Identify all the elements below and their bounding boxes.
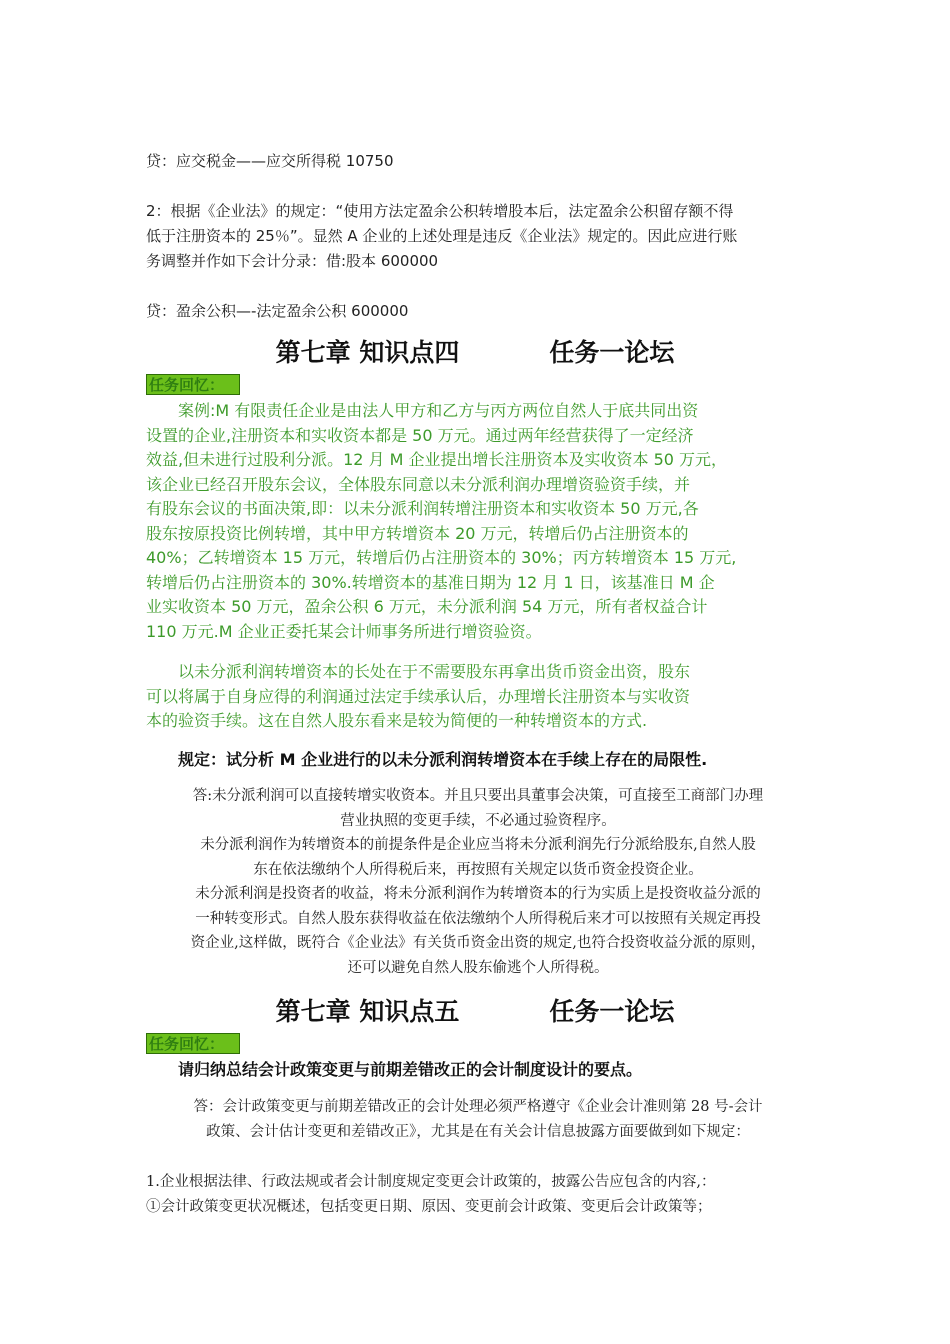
answer-line: 资企业,这样做，既符合《企业法》有关货币资金出资的规定,也符合投资收益分派的原则， [190,935,766,951]
answer-line: 未分派利润作为转增资本的前提条件是企业应当将未分派利润先行分派给股东,自然人股 [200,837,756,853]
heading-chapter: 第七章 知识点四 [275,338,460,367]
heading-chapter: 第七章 知识点五 [275,997,460,1026]
answer-line: 答：会计政策变更与前期差错改正的会计处理必须严格遵守《企业会计准则第 28 号-会计 [193,1099,763,1115]
case-line: 效益,但未进行过股利分派。12 月 M 企业提出增长注册资本及实收资本 50 万元， [146,450,728,469]
question-text: 规定：试分析 M 企业进行的以未分派利润转增资本在手续上存在的局限性. [178,750,708,769]
case-line: 该企业已经召开股东会议，全体股东同意以未分派利润办理增资验资手续，并 [146,474,691,494]
paragraph-2-line: 务调整并作如下会计分录：借:股本 600000 [146,252,439,270]
advantage-line: 以未分派利润转增资本的长处在于不需要股东再拿出货币资金出资，股东 [178,662,691,681]
section-heading [0,333,950,369]
answer-line: 营业执照的变更手续，不必通过验资程序。 [340,812,616,829]
answer-line: 未分派利润是投资者的收益，将未分派利润作为转增资本的行为实质上是投资收益分派的 [195,886,761,902]
answer-line: 答:未分派利润可以直接转增实收资本。并且只要出具董事会决策，可直接至工商部门办理 [192,788,764,804]
heading-forum: 任务一论坛 [549,997,675,1026]
advantage-line: 本的验资手续。这在自然人股东看来是较为简便的一种转增资本的方式. [146,711,648,730]
case-line: 110 万元.M 企业正委托某会计师事务所进行增资验资。 [146,621,542,641]
task-recall-tag: 任务回忆： [146,374,240,395]
paragraph-2-line: 低于注册资本的 25％”。显然 A 企业的上述处理是违反《企业法》规定的。因此应进行账 [146,227,738,245]
case-line: 设置的企业,注册资本和实收资本都是 50 万元。通过两年经营获得了一定经济 [146,425,694,445]
answer-paragraph [146,784,810,980]
answer-line: 一种转变形式。自然人股东获得收益在依法缴纳个人所得税后来才可以按照有关规定再投 [195,910,761,927]
paragraph-2-line: 2：根据《企业法》的规定：“使用方法定盈余公积转增股本后，法定盈余公积留存额不得 [146,202,734,220]
paragraph-2 [146,199,816,274]
point-1-sub: ①会计政策变更状况概述，包括变更日期、原因、变更前会计政策、变更后会计政策等； [146,1199,712,1215]
policy-points [146,1170,810,1220]
answer-line: 还可以避免自然人股东偷逃个人所得税。 [347,959,609,976]
case-line: 转增后仍占注册资本的 30%.转增资本的基准日期为 12 月 1 日，该基准日 M 企 [146,572,715,592]
answer-line: 政策、会计估计变更和差错改正》，尤其是在有关会计信息披露方面要做到如下规定： [206,1123,750,1140]
case-line: 业实收资本 50 万元，盈余公积 6 万元，未分派利润 54 万元，所有者权益合计 [146,597,708,616]
case-line: 案例:M 有限责任企业是由法人甲方和乙方与丙方两位自然人于底共同出资 [178,401,699,420]
question-text: 请归纳总结会计政策变更与前期差错改正的会计制度设计的要点。 [178,1060,643,1079]
answer-paragraph [146,1095,810,1144]
case-paragraph [146,399,814,644]
case-line: 股东按原投资比例转增，其中甲方转增资本 20 万元，转增后仍占注册资本的 [146,523,689,543]
case-line: 40%；乙转增资本 15 万元，转增后仍占注册资本的 30%；丙方转增资本 15 万元, [146,548,737,567]
case-line: 有股东会议的书面决策,即：以未分派利润转增注册资本和实收资本 50 万元,各 [146,499,699,518]
credit-reserve-line: 贷：盈余公积—-法定盈余公积 600000 [146,302,409,320]
section-heading [0,992,950,1028]
task-recall-tag: 任务回忆： [146,1033,240,1054]
answer-line: 东在依法缴纳个人所得税后来，再按照有关规定以货币资金投资企业。 [253,861,703,878]
credit-tax-line: 贷：应交税金——应交所得税 10750 [146,152,394,170]
heading-forum: 任务一论坛 [549,338,675,367]
advantage-line: 可以将属于自身应得的利润通过法定手续承认后，办理增长注册资本与实收资 [146,686,691,706]
point-1: 1.企业根据法律、行政法规或者会计制度规定变更会计政策的，披露公告应包含的内容,： [146,1174,716,1190]
advantage-paragraph [146,660,814,734]
